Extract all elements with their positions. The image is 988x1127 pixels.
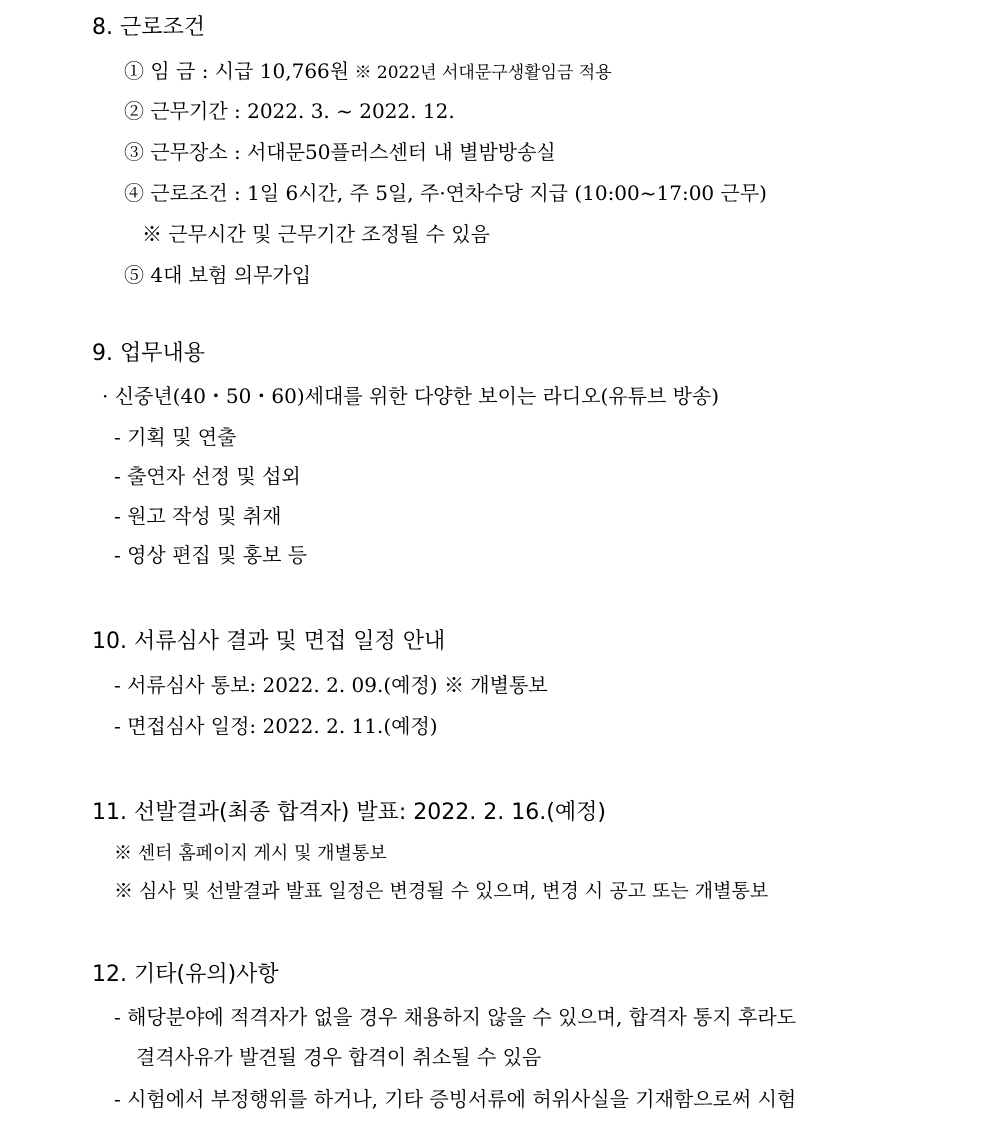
duty-summary: · 신중년(40・50・60)세대를 위한 다양한 보이는 라디오(유튜브 방송)	[102, 384, 720, 408]
duty-item: - 원고 작성 및 취재	[114, 504, 282, 528]
section-10-heading: 10. 서류심사 결과 및 면접 일정 안내	[92, 629, 446, 654]
duty-item: - 출연자 선정 및 섭외	[114, 464, 301, 488]
duty-item: - 기획 및 연출	[114, 425, 237, 449]
work-adjust-note: ※ 근무시간 및 근무기간 조정될 수 있음	[142, 222, 490, 246]
announcement-change-note: ※ 심사 및 선발결과 발표 일정은 변경될 수 있으며, 변경 시 공고 또는 개별통보	[114, 880, 769, 902]
document-review-line: - 서류심사 통보: 2022. 2. 09.(예정) ※ 개별통보	[114, 673, 548, 697]
section-12-heading: 12. 기타(유의)사항	[92, 962, 279, 987]
notice-line-continued: 결격사유가 발견될 경우 합격이 취소될 수 있음	[136, 1045, 542, 1069]
wage-text: ① 임 금 : 시급 10,766원	[124, 59, 350, 83]
work-location-line: ③ 근무장소 : 서대문50플러스센터 내 별밤방송실	[124, 140, 556, 164]
announcement-note: ※ 센터 홈페이지 게시 및 개별통보	[114, 843, 387, 864]
duty-item: - 영상 편집 및 홍보 등	[114, 543, 308, 567]
work-period-line: ② 근무기간 : 2022. 3. ~ 2022. 12.	[124, 99, 455, 123]
section-8-heading: 8. 근로조건	[92, 15, 205, 40]
wage-note: ※ 2022년 서대문구생활임금 적용	[349, 63, 612, 83]
interview-schedule-line: - 면접심사 일정: 2022. 2. 11.(예정)	[114, 714, 438, 738]
notice-line: - 해당분야에 적격자가 없을 경우 채용하지 않을 수 있으며, 합격자 통지 후라도	[114, 1005, 796, 1029]
work-conditions-line: ④ 근로조건 : 1일 6시간, 주 5일, 주·연차수당 지급 (10:00~17:00 근무)	[124, 181, 767, 205]
section-9-heading: 9. 업무내용	[92, 341, 205, 366]
notice-line: - 시험에서 부정행위를 하거나, 기타 증빙서류에 허위사실을 기재함으로써 시험	[114, 1087, 797, 1111]
wage-line	[124, 59, 612, 85]
section-11-heading: 11. 선발결과(최종 합격자) 발표: 2022. 2. 16.(예정)	[92, 800, 606, 825]
insurance-line: ⑤ 4대 보험 의무가입	[124, 263, 312, 287]
